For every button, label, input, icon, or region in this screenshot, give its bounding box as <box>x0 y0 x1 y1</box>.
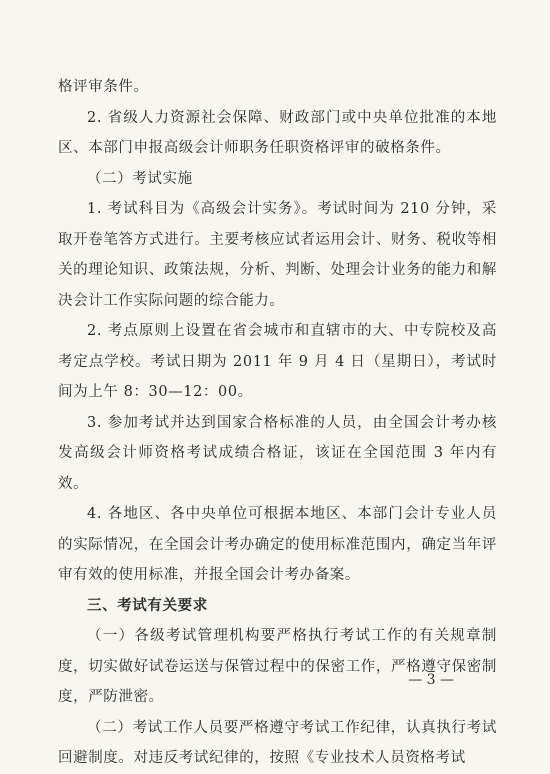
page-number: — 3 — <box>408 672 454 688</box>
subsection-heading-exam-implementation: （二）考试实施 <box>87 170 193 187</box>
paragraph-certificate: 3. 参加考试并达到国家合格标准的人员，由全国会计考办核发高级会计师资格考试成绩合格证，该证在全国范围 3 年内有效。 <box>58 414 497 492</box>
paragraph-exceptional-conditions: 2. 省级人力资源社会保障、财政部门或中央单位批准的本地区、本部门申报高级会计师职务任职资格评审的破格条件。 <box>58 109 497 156</box>
paragraph-exam-location-date: 2. 考点原则上设置在省会城市和直辖市的大、中专院校及高考定点学校。考试日期为 2011 年 9 月 4 日（星期日），考试时间为上午 8：30—12：00。 <box>58 323 497 400</box>
section-heading-exam-requirements: 三、考试有关要求 <box>87 597 208 614</box>
paragraph-confidentiality: （一）各级考试管理机构要严格执行考试工作的有关规章制度，切实做好试卷运送与保管过程中的保密工作，严格遵守保密制度，严防泄密。 <box>58 628 497 705</box>
paragraph-continuation: 格评审条件。 <box>58 79 149 95</box>
paragraph-exam-subject: 1. 考试科目为《高级会计实务》。考试时间为 210 分钟，采取开卷笔答方式进行。主要考核应试者运用会计、财务、税收等相关的理论知识、政策法规，分析、判断、处理会计业务的能力和解决会计工作实际问题的综合能力。 <box>58 201 497 309</box>
paragraph-exam-discipline: （二）考试工作人员要严格遵守考试工作纪律，认真执行考试回避制度。对违反考试纪律的，按照《专业技术人员资格考试 <box>58 719 497 766</box>
paragraph-usage-standard: 4. 各地区、各中央单位可根据本地区、本部门会计专业人员的实际情况，在全国会计考办确定的使用标准范围内，确定当年评审有效的使用标准，并报全国会计考办备案。 <box>58 506 497 583</box>
